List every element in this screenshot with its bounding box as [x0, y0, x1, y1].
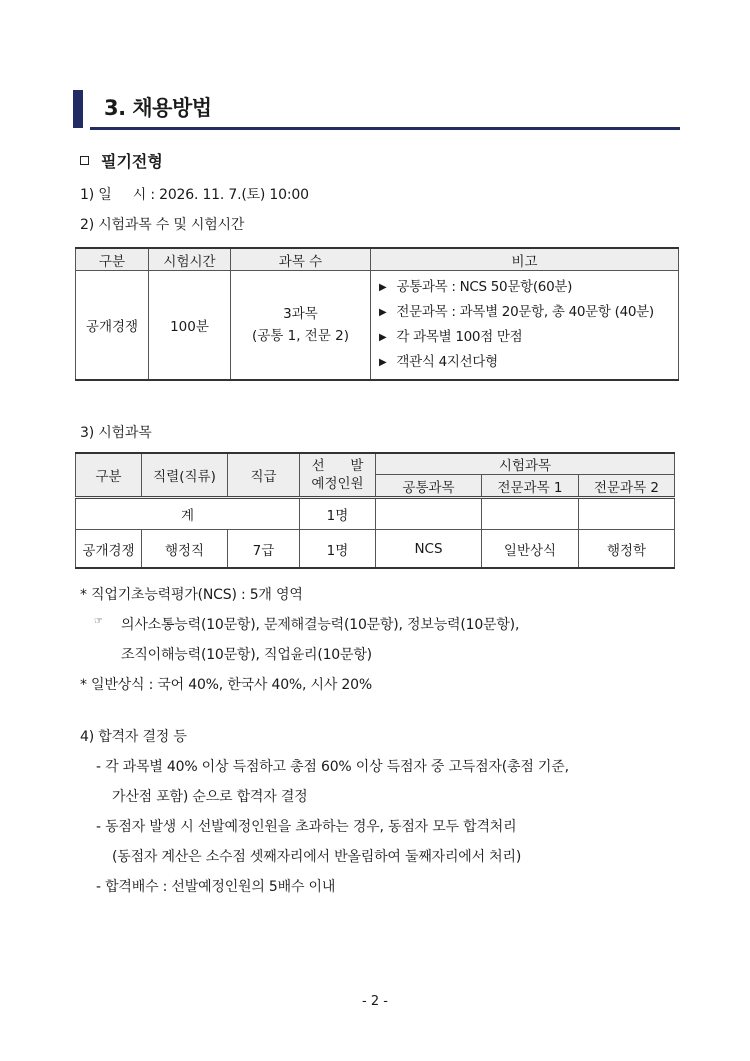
subjects-and-time-heading: 2) 시험과목 수 및 시험시간 — [80, 217, 245, 233]
decision-line: - 각 과목별 40% 이상 득점하고 총점 60% 이상 득점자 중 고득점자(총점 기준, — [96, 759, 569, 775]
header-category: 구분 — [76, 248, 149, 271]
cell-exam-time: 100분 — [149, 271, 231, 381]
header-category: 구분 — [76, 453, 142, 498]
total-label: 계 — [76, 498, 300, 530]
cell-job-series: 행정직 — [142, 530, 228, 569]
cell-major-subject-2: 행정학 — [579, 530, 675, 569]
exam-time-table — [75, 247, 679, 381]
table-row — [76, 530, 675, 569]
triangle-bullet-icon: ▶ — [379, 357, 387, 368]
table-header-row — [76, 453, 675, 475]
table-row — [76, 271, 679, 381]
cell-common-subject: NCS — [376, 530, 482, 569]
general-knowledge-note: * 일반상식 : 국어 40%, 한국사 40%, 시사 20% — [80, 677, 372, 693]
triangle-bullet-icon: ▶ — [379, 332, 387, 343]
section-accent-bar — [73, 90, 83, 128]
header-exam-subjects: 시험과목 — [376, 453, 675, 475]
decision-line: 가산점 포함) 순으로 합격자 결정 — [112, 789, 308, 805]
subsection-heading — [80, 149, 163, 172]
header-common-subject: 공통과목 — [376, 475, 482, 498]
ncs-note: * 직업기초능력평가(NCS) : 5개 영역 — [80, 587, 303, 603]
subject-count-main: 3과목 — [283, 306, 318, 322]
pass-decision-heading: 4) 합격자 결정 등 — [80, 729, 187, 745]
note-item: ▶ 객관식 4지선다형 — [379, 350, 678, 375]
cell-planned-count: 1명 — [300, 530, 376, 569]
note-item: ▶ 공통과목 : NCS 50문항(60분) — [379, 275, 678, 300]
header-exam-time: 시험시간 — [149, 248, 231, 271]
header-notes: 비고 — [371, 248, 679, 271]
ncs-detail-line-1: 의사소통능력(10문항), 문제해결능력(10문항), 정보능력(10문항), — [121, 617, 520, 633]
cell-category: 공개경쟁 — [76, 530, 142, 569]
cell-subject-count — [231, 271, 371, 381]
cell-notes — [371, 271, 679, 381]
header-major-subject-1: 전문과목 1 — [482, 475, 579, 498]
header-subject-count: 과목 수 — [231, 248, 371, 271]
decision-line: - 동점자 발생 시 선발예정인원을 초과하는 경우, 동점자 모두 합격처리 — [96, 819, 517, 835]
note-item: ▶ 전문과목 : 과목별 20문항, 총 40문항 (40분) — [379, 300, 678, 325]
pointing-hand-icon: ☞ — [94, 616, 103, 627]
section-title: 3. 채용방법 — [104, 96, 212, 120]
decision-line: (동점자 계산은 소수점 셋째자리에서 반올림하여 둘째자리에서 처리) — [112, 849, 522, 865]
triangle-bullet-icon: ▶ — [379, 282, 387, 293]
total-major1-empty — [482, 498, 579, 530]
section-underline — [90, 127, 680, 130]
cell-major-subject-1: 일반상식 — [482, 530, 579, 569]
decision-line: - 합격배수 : 선발예정인원의 5배수 이내 — [96, 879, 336, 895]
cell-category: 공개경쟁 — [76, 271, 149, 381]
total-major2-empty — [579, 498, 675, 530]
subsection-title: 필기전형 — [101, 152, 163, 171]
exam-subjects-heading: 3) 시험과목 — [80, 425, 152, 441]
note-item: ▶ 각 과목별 100점 만점 — [379, 325, 678, 350]
header-planned-count: 선 발 예정인원 — [300, 453, 376, 498]
total-common-empty — [376, 498, 482, 530]
header-grade: 직급 — [228, 453, 300, 498]
ncs-detail-line-2: 조직이해능력(10문항), 직업윤리(10문항) — [121, 647, 372, 663]
exam-subjects-table — [75, 452, 675, 569]
exam-datetime: 1) 일 시 : 2026. 11. 7.(토) 10:00 — [80, 187, 309, 203]
triangle-bullet-icon: ▶ — [379, 307, 387, 318]
total-count: 1명 — [300, 498, 376, 530]
table-header-row — [76, 248, 679, 271]
header-major-subject-2: 전문과목 2 — [579, 475, 675, 498]
header-job-series: 직렬(직류) — [142, 453, 228, 498]
page-number: - 2 - — [362, 994, 388, 1009]
cell-grade: 7급 — [228, 530, 300, 569]
square-bullet-icon — [80, 156, 89, 165]
table-total-row — [76, 498, 675, 530]
subject-count-detail: (공통 1, 전문 2) — [251, 328, 350, 344]
